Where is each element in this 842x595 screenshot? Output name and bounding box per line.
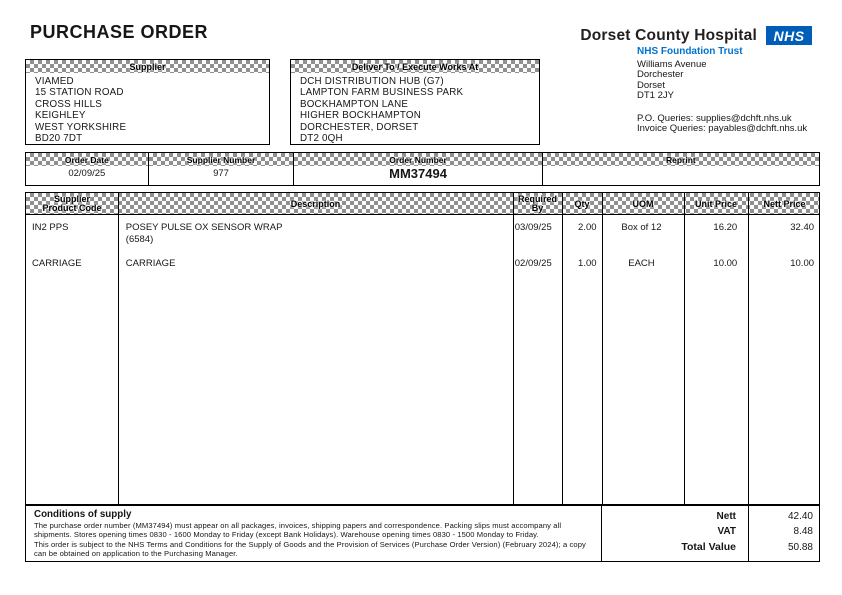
supplier-number-label: Supplier Number bbox=[186, 154, 256, 165]
hospital-address-line: Williams Avenue bbox=[637, 58, 707, 70]
cell-description bbox=[118, 222, 512, 245]
order-number-cell bbox=[294, 153, 542, 185]
reprint-header-band bbox=[543, 153, 819, 166]
cell-product-code: IN2 PPS bbox=[32, 222, 69, 233]
queries-block bbox=[637, 114, 807, 135]
total-value-label: Total Value bbox=[681, 541, 736, 553]
reprint-cell bbox=[543, 153, 819, 185]
deliver-address-line: DORCHESTER, DORSET bbox=[300, 121, 419, 133]
header-qty-text: Qty bbox=[574, 198, 590, 209]
vat-value: 8.48 bbox=[793, 526, 813, 537]
supplier-box-header-band bbox=[26, 60, 269, 73]
order-number-header-band bbox=[294, 153, 541, 166]
header-qty bbox=[562, 193, 602, 215]
supplier-number-value: 977 bbox=[213, 168, 229, 179]
reprint-label: Reprint bbox=[665, 154, 696, 165]
nett-total-row bbox=[601, 511, 819, 522]
header-unit-price-text: Unit Price bbox=[694, 198, 737, 209]
page-title: PURCHASE ORDER bbox=[30, 22, 209, 42]
cell-uom: EACH bbox=[628, 258, 655, 269]
order-info-bar bbox=[25, 152, 820, 186]
order-date-cell bbox=[26, 153, 149, 185]
total-value-amount: 50.88 bbox=[787, 541, 813, 553]
header-nett-price-text: Nett Price bbox=[763, 198, 806, 209]
order-number-value: MM37494 bbox=[389, 166, 447, 181]
order-date-label: Order Date bbox=[64, 154, 109, 165]
supplier-address bbox=[35, 76, 126, 144]
header-unit-price bbox=[684, 193, 748, 215]
supplier-address-line: VIAMED bbox=[35, 76, 74, 87]
cell-required-by: 03/09/25 bbox=[514, 222, 552, 233]
header-uom-text: UOM bbox=[632, 198, 654, 209]
cell-nett-price: 10.00 bbox=[790, 258, 815, 269]
header-product-code-line2: Product Code bbox=[42, 203, 102, 213]
header-required-line2: By bbox=[531, 203, 544, 213]
header-description-text: Description bbox=[290, 198, 341, 209]
header-product-code-line1: Supplier bbox=[53, 194, 90, 204]
footer-section bbox=[25, 505, 820, 562]
supplier-address-line: 15 STATION ROAD bbox=[35, 87, 124, 99]
header-required-by bbox=[513, 193, 562, 215]
conditions-paragraph-2: This order is subject to the NHS Terms and Conditions for the Supply of Goods and the Provision of Services (Purchase Order Version) (February 2024); a copy can be obtained on application to the Purchasing Manager. bbox=[34, 539, 586, 558]
hospital-details bbox=[637, 47, 807, 135]
nhs-logo-icon: NHS bbox=[766, 26, 812, 45]
description-line2: (6584) bbox=[125, 233, 154, 245]
total-value-row bbox=[601, 541, 819, 553]
supplier-address-line: KEIGHLEY bbox=[35, 110, 86, 122]
description-line1: CARRIAGE bbox=[125, 258, 176, 269]
nett-value: 42.40 bbox=[787, 511, 813, 522]
hospital-header bbox=[580, 26, 812, 45]
order-date-header-band bbox=[26, 153, 148, 166]
deliver-box-header-band bbox=[291, 60, 539, 73]
vat-label: VAT bbox=[717, 526, 736, 537]
description-line1: POSEY PULSE OX SENSOR WRAP bbox=[125, 222, 283, 233]
header-product-code bbox=[26, 193, 118, 215]
cell-nett-price: 32.40 bbox=[790, 222, 815, 233]
invoice-queries-line: Invoice Queries: payables@dchft.nhs.uk bbox=[637, 123, 808, 134]
deliver-address-line: LAMPTON FARM BUSINESS PARK bbox=[300, 87, 464, 99]
po-queries-line: P.O. Queries: supplies@dchft.nhs.uk bbox=[637, 112, 792, 124]
supplier-box bbox=[25, 59, 270, 145]
supplier-address-line: BD20 7DT bbox=[35, 133, 83, 145]
order-number-label: Order Number bbox=[389, 154, 447, 165]
cell-required-by: 02/09/25 bbox=[514, 258, 552, 269]
hospital-address-line: Dorchester bbox=[637, 69, 684, 80]
deliver-box-header: Deliver To / Execute Works At bbox=[351, 61, 479, 72]
header-required-line1: Required bbox=[517, 194, 557, 204]
supplier-box-header: Supplier bbox=[129, 61, 166, 72]
supplier-number-cell bbox=[149, 153, 295, 185]
cell-unit-price: 10.00 bbox=[713, 258, 738, 269]
deliver-address-line: HIGHER BOCKHAMPTON bbox=[300, 110, 421, 122]
cell-description bbox=[118, 258, 512, 270]
deliver-address bbox=[300, 76, 463, 144]
deliver-address-line: DCH DISTRIBUTION HUB (G7) bbox=[300, 76, 444, 87]
order-date-value: 02/09/25 bbox=[68, 168, 106, 179]
cell-qty: 1.00 bbox=[578, 258, 597, 269]
header-nett-price bbox=[748, 193, 821, 215]
conditions-of-supply bbox=[26, 506, 601, 561]
supplier-address-line: CROSS HILLS bbox=[35, 98, 102, 110]
supplier-address-line: WEST YORKSHIRE bbox=[35, 121, 127, 133]
deliver-address-line: DT2 0QH bbox=[300, 133, 343, 145]
hospital-address-line: DT1 2JY bbox=[637, 90, 674, 101]
item-row bbox=[26, 258, 819, 270]
item-row bbox=[26, 222, 819, 245]
trust-name: NHS Foundation Trust bbox=[637, 46, 743, 57]
cell-unit-price: 16.20 bbox=[713, 222, 738, 233]
header-description bbox=[118, 193, 513, 215]
cell-uom: Box of 12 bbox=[621, 222, 662, 233]
supplier-number-header-band bbox=[149, 153, 294, 166]
hospital-address-line: Dorset bbox=[637, 79, 665, 91]
items-table-header-band bbox=[26, 193, 819, 215]
vat-total-row bbox=[601, 526, 819, 537]
cell-product-code: CARRIAGE bbox=[32, 258, 82, 269]
cell-qty: 2.00 bbox=[578, 222, 597, 233]
deliver-to-box bbox=[290, 59, 540, 145]
deliver-address-line: BOCKHAMPTON LANE bbox=[300, 98, 409, 110]
hospital-name: Dorset County Hospital bbox=[580, 26, 757, 44]
header-uom bbox=[602, 193, 684, 215]
conditions-paragraph-1: The purchase order number (MM37494) must appear on all packages, invoices, shipping papers and correspondence. Packing slips must accompany all shipments. Stores opening times 0830 - 1600 Monday to Friday (except Bank Holidays). Warehouse opening times 0830 - 1500 Monday to Friday. bbox=[34, 521, 562, 540]
conditions-header: Conditions of supply bbox=[34, 509, 132, 520]
nett-label: Nett bbox=[716, 511, 736, 522]
items-table bbox=[25, 192, 820, 505]
